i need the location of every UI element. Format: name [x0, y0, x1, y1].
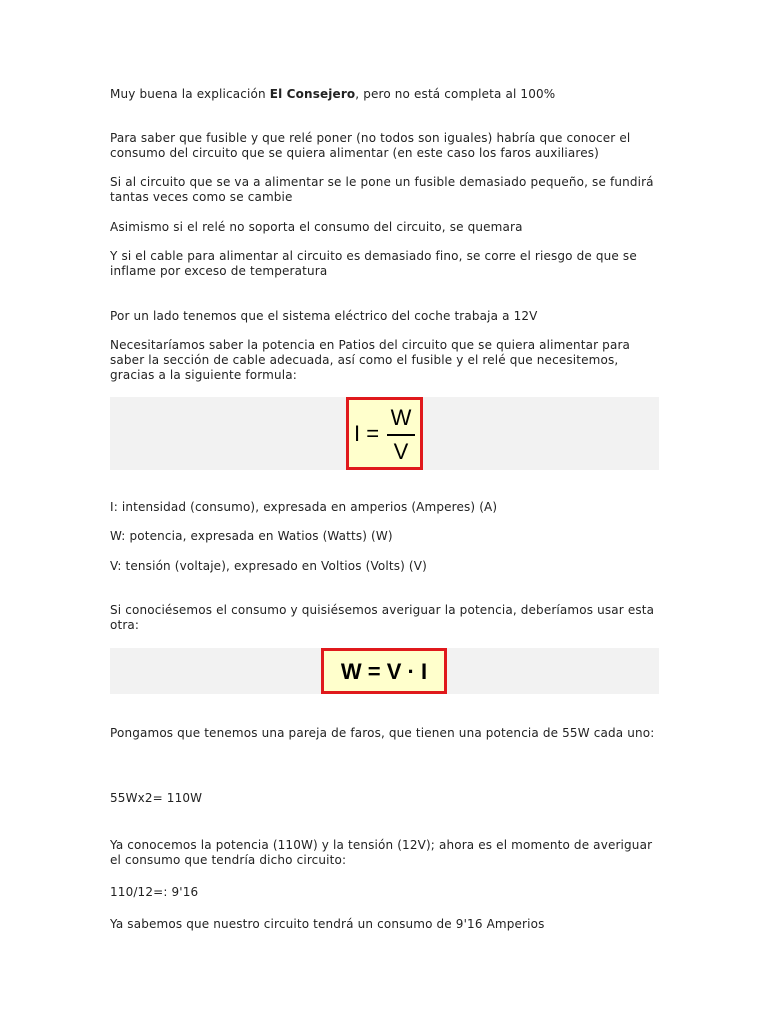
paragraph-fuse-relay: Para saber que fusible y que relé poner (no todos son iguales) habría que conocer el consumo del circuito que se quiera alimentar (en este caso los faros auxiliares) [110, 131, 631, 160]
formula-current [346, 397, 423, 470]
paragraph-known-values: Ya conocemos la potencia (110W) y la tensión (12V); ahora es el momento de averiguar el consumo que tendría dicho circuito: [110, 838, 653, 867]
definition-power: W: potencia, expresada en Watios (Watts) (W) [110, 529, 393, 543]
paragraph-small-fuse: Si al circuito que se va a alimentar se le pone un fusible demasiado pequeño, se fundirá tantas veces como se cambie [110, 175, 654, 204]
calculation-power: 55Wx2= 110W [110, 791, 203, 805]
intro-paragraph [110, 87, 662, 102]
formula-current-lhs: I = [354, 421, 380, 446]
paragraph-conclusion: Ya sabemos que nuestro circuito tendrá un consumo de 9'16 Amperios [110, 917, 545, 931]
paragraph-relay: Asimismo si el relé no soporta el consumo del circuito, se quemara [110, 220, 523, 234]
formula-power [321, 648, 447, 694]
formula-current-denominator: V [393, 439, 409, 464]
paragraph-cable: Y si el cable para alimentar al circuito es demasiado fino, se corre el riesgo de que se inflame por exceso de temperatura [110, 249, 637, 278]
intro-text-after: , pero no está completa al 100% [355, 87, 556, 101]
definition-voltage: V: tensión (voltaje), expresado en Voltios (Volts) (V) [110, 559, 427, 573]
paragraph-headlights: Pongamos que tenemos una pareja de faros, que tienen una potencia de 55W cada uno: [110, 726, 655, 740]
fraction-bar [387, 434, 415, 436]
intro-text-before: Muy buena la explicación [110, 87, 270, 101]
paragraph-other-formula: Si conociésemos el consumo y quisiésemos averiguar la potencia, deberíamos usar esta otra: [110, 603, 655, 632]
formula-current-numerator: W [390, 405, 412, 430]
author-name: El Consejero [269, 87, 356, 101]
definition-intensity: I: intensidad (consumo), expresada en amperios (Amperes) (A) [110, 500, 498, 514]
calculation-current: 110/12=: 9'16 [110, 885, 199, 899]
paragraph-12v: Por un lado tenemos que el sistema eléctrico del coche trabaja a 12V [110, 309, 538, 323]
paragraph-power-needed: Necesitaríamos saber la potencia en Patios del circuito que se quiera alimentar para saber la sección de cable adecuada, así como el fusible y el relé que necesitemos, gracias a la siguiente formula: [110, 338, 631, 382]
formula-power-expression: W = V · I [340, 659, 428, 684]
